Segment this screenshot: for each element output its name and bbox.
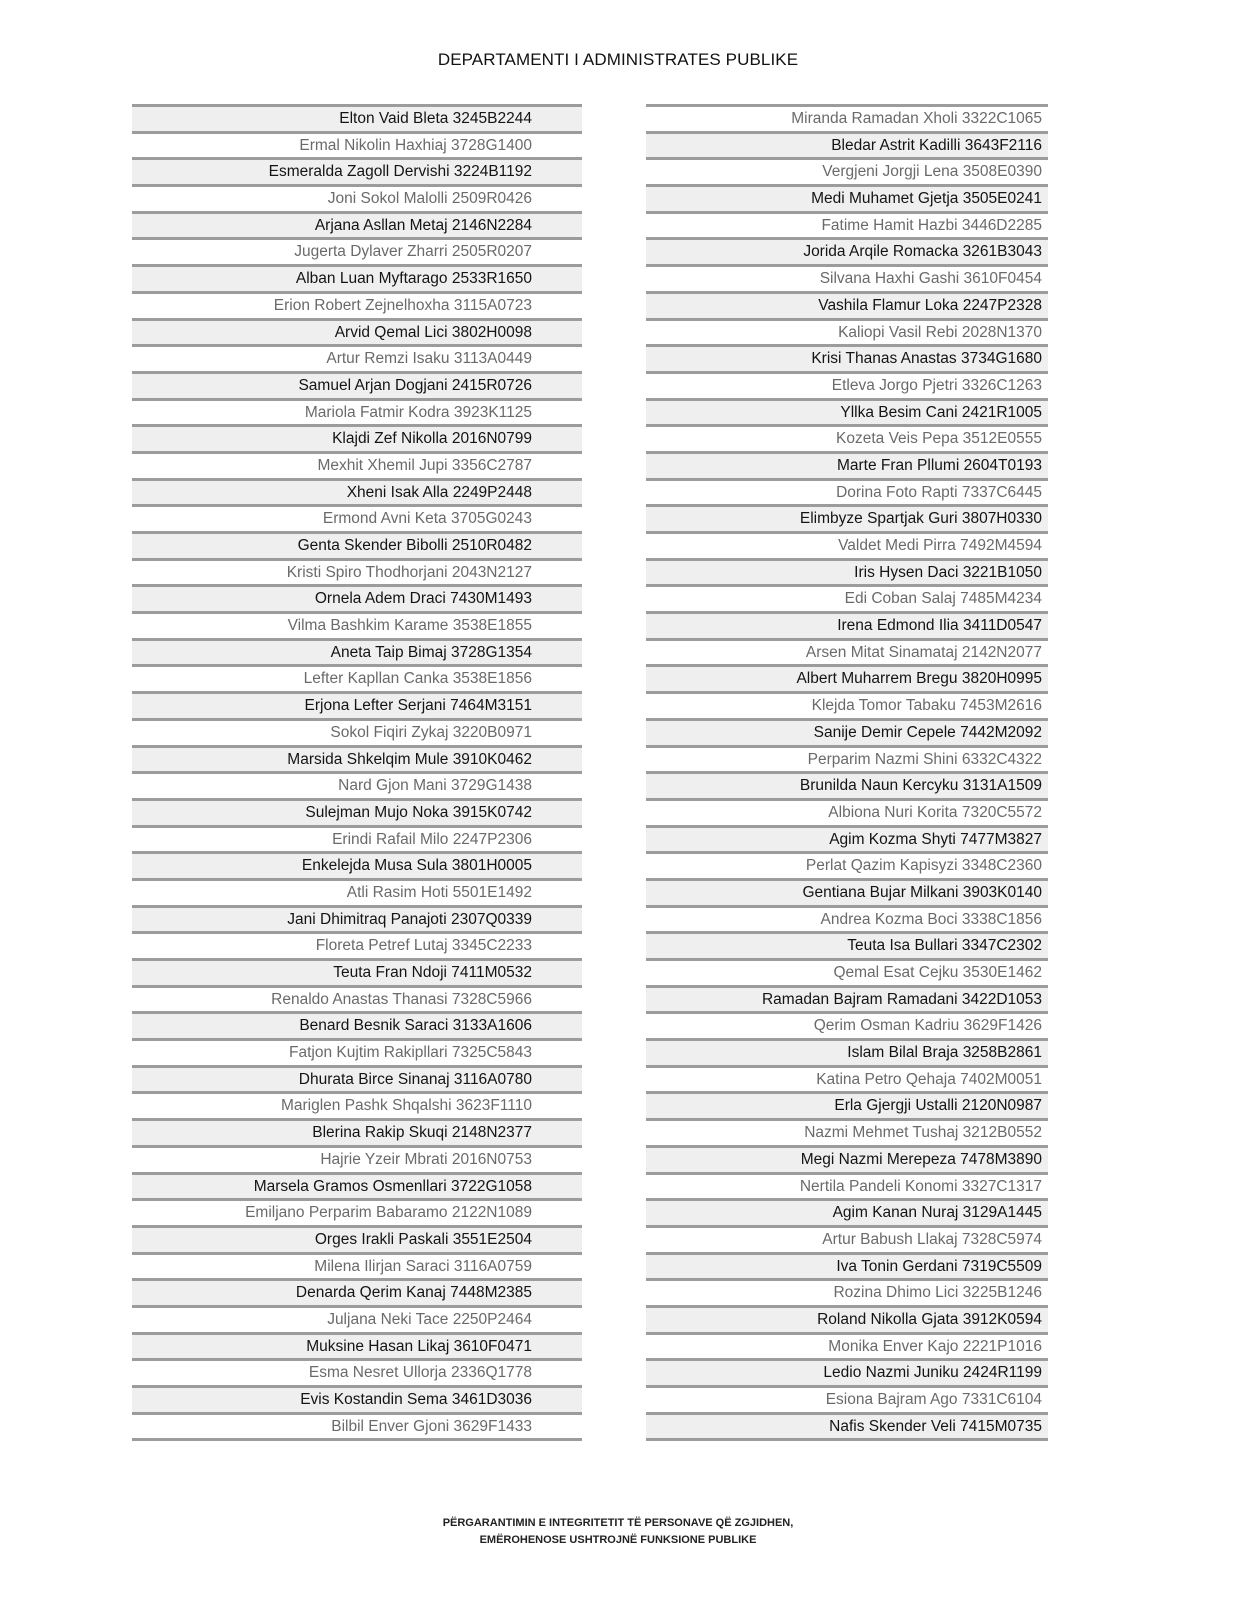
list-item: Sanije Demir Cepele 7442M2092: [646, 718, 1048, 745]
list-item: Nafis Skender Veli 7415M0735: [646, 1412, 1048, 1439]
list-item: Jugerta Dylaver Zharri 2505R0207: [132, 237, 582, 264]
list-item: Vashila Flamur Loka 2247P2328: [646, 291, 1048, 318]
list-item: Erion Robert Zejnelhoxha 3115A0723: [132, 291, 582, 318]
footer-line-1: PËRGARANTIMIN E INTEGRITETIT TË PERSONAVE QË ZGJIDHEN,: [442, 1517, 794, 1529]
divider: [646, 1438, 1048, 1441]
page-title: DEPARTAMENTI I ADMINISTRATES PUBLIKE: [437, 50, 799, 69]
list-item: Erindi Rafail Milo 2247P2306: [132, 825, 582, 852]
list-item: Floreta Petref Lutaj 3345C2233: [132, 931, 582, 958]
list-item: Muksine Hasan Likaj 3610F0471: [132, 1332, 582, 1359]
list-item: Mexhit Xhemil Jupi 3356C2787: [132, 451, 582, 478]
list-item: Qemal Esat Cejku 3530E1462: [646, 958, 1048, 985]
list-item: Juljana Neki Tace 2250P2464: [132, 1305, 582, 1332]
list-item: Mariglen Pashk Shqalshi 3623F1110: [132, 1091, 582, 1118]
list-item: Lefter Kapllan Canka 3538E1856: [132, 664, 582, 691]
divider: [132, 1438, 582, 1441]
list-item: Miranda Ramadan Xholi 3322C1065: [646, 104, 1048, 131]
list-item: Xheni Isak Alla 2249P2448: [132, 478, 582, 505]
list-item: Joni Sokol Malolli 2509R0426: [132, 184, 582, 211]
list-item: Orges Irakli Paskali 3551E2504: [132, 1225, 582, 1252]
list-item: Marsela Gramos Osmenllari 3722G1058: [132, 1172, 582, 1199]
list-item: Erjona Lefter Serjani 7464M3151: [132, 691, 582, 718]
list-item: Agim Kanan Nuraj 3129A1445: [646, 1198, 1048, 1225]
list-item: Vergjeni Jorgji Lena 3508E0390: [646, 157, 1048, 184]
list-item: Edi Coban Salaj 7485M4234: [646, 584, 1048, 611]
footer: [0, 1515, 1236, 1549]
right-name-list: [646, 104, 1048, 1441]
list-item: Albiona Nuri Korita 7320C5572: [646, 798, 1048, 825]
list-item: Artur Babush Llakaj 7328C5974: [646, 1225, 1048, 1252]
list-item: Megi Nazmi Merepeza 7478M3890: [646, 1145, 1048, 1172]
list-item: Katina Petro Qehaja 7402M0051: [646, 1065, 1048, 1092]
list-item: Qerim Osman Kadriu 3629F1426: [646, 1011, 1048, 1038]
list-item: Ermond Avni Keta 3705G0243: [132, 504, 582, 531]
list-item: Evis Kostandin Sema 3461D3036: [132, 1385, 582, 1412]
list-item: Arvid Qemal Lici 3802H0098: [132, 318, 582, 345]
list-item: Kozeta Veis Pepa 3512E0555: [646, 424, 1048, 451]
list-item: Nard Gjon Mani 3729G1438: [132, 771, 582, 798]
list-item: Alban Luan Myftarago 2533R1650: [132, 264, 582, 291]
list-item: Esmeralda Zagoll Dervishi 3224B1192: [132, 157, 582, 184]
list-item: Jani Dhimitraq Panajoti 2307Q0339: [132, 905, 582, 932]
list-item: Valdet Medi Pirra 7492M4594: [646, 531, 1048, 558]
list-item: Ermal Nikolin Haxhiaj 3728G1400: [132, 131, 582, 158]
list-item: Gentiana Bujar Milkani 3903K0140: [646, 878, 1048, 905]
list-item: Hajrie Yzeir Mbrati 2016N0753: [132, 1145, 582, 1172]
list-item: Benard Besnik Saraci 3133A1606: [132, 1011, 582, 1038]
list-item: Silvana Haxhi Gashi 3610F0454: [646, 264, 1048, 291]
list-item: Blerina Rakip Skuqi 2148N2377: [132, 1118, 582, 1145]
list-item: Sulejman Mujo Noka 3915K0742: [132, 798, 582, 825]
list-item: Dhurata Birce Sinanaj 3116A0780: [132, 1065, 582, 1092]
list-item: Irena Edmond Ilia 3411D0547: [646, 611, 1048, 638]
list-item: Denarda Qerim Kanaj 7448M2385: [132, 1278, 582, 1305]
list-item: Arsen Mitat Sinamataj 2142N2077: [646, 638, 1048, 665]
list-item: Fatjon Kujtim Rakipllari 7325C5843: [132, 1038, 582, 1065]
list-item: Atli Rasim Hoti 5501E1492: [132, 878, 582, 905]
list-item: Albert Muharrem Bregu 3820H0995: [646, 664, 1048, 691]
list-item: Medi Muhamet Gjetja 3505E0241: [646, 184, 1048, 211]
list-item: Dorina Foto Rapti 7337C6445: [646, 478, 1048, 505]
left-name-list: [132, 104, 582, 1441]
list-item: Kristi Spiro Thodhorjani 2043N2127: [132, 558, 582, 585]
list-item: Marsida Shkelqim Mule 3910K0462: [132, 745, 582, 772]
list-item: Perparim Nazmi Shini 6332C4322: [646, 745, 1048, 772]
list-item: Elimbyze Spartjak Guri 3807H0330: [646, 504, 1048, 531]
list-item: Ledio Nazmi Juniku 2424R1199: [646, 1358, 1048, 1385]
list-item: Sokol Fiqiri Zykaj 3220B0971: [132, 718, 582, 745]
list-item: Elton Vaid Bleta 3245B2244: [132, 104, 582, 131]
list-item: Ramadan Bajram Ramadani 3422D1053: [646, 985, 1048, 1012]
list-item: Roland Nikolla Gjata 3912K0594: [646, 1305, 1048, 1332]
list-item: Emiljano Perparim Babaramo 2122N1089: [132, 1198, 582, 1225]
list-item: Esiona Bajram Ago 7331C6104: [646, 1385, 1048, 1412]
list-item: Renaldo Anastas Thanasi 7328C5966: [132, 985, 582, 1012]
list-item: Bilbil Enver Gjoni 3629F1433: [132, 1412, 582, 1439]
list-item: Krisi Thanas Anastas 3734G1680: [646, 344, 1048, 371]
list-item: Milena Ilirjan Saraci 3116A0759: [132, 1252, 582, 1279]
list-item: Agim Kozma Shyti 7477M3827: [646, 825, 1048, 852]
list-item: Vilma Bashkim Karame 3538E1855: [132, 611, 582, 638]
list-item: Erla Gjergji Ustalli 2120N0987: [646, 1091, 1048, 1118]
list-item: Iva Tonin Gerdani 7319C5509: [646, 1252, 1048, 1279]
list-item: Teuta Isa Bullari 3347C2302: [646, 931, 1048, 958]
list-item: Enkelejda Musa Sula 3801H0005: [132, 851, 582, 878]
list-item: Rozina Dhimo Lici 3225B1246: [646, 1278, 1048, 1305]
list-item: Andrea Kozma Boci 3338C1856: [646, 905, 1048, 932]
list-item: Arjana Asllan Metaj 2146N2284: [132, 211, 582, 238]
list-item: Brunilda Naun Kercyku 3131A1509: [646, 771, 1048, 798]
list-item: Klajdi Zef Nikolla 2016N0799: [132, 424, 582, 451]
list-item: Bledar Astrit Kadilli 3643F2116: [646, 131, 1048, 158]
list-item: Mariola Fatmir Kodra 3923K1125: [132, 398, 582, 425]
list-item: Marte Fran Pllumi 2604T0193: [646, 451, 1048, 478]
list-item: Nazmi Mehmet Tushaj 3212B0552: [646, 1118, 1048, 1145]
list-item: Esma Nesret Ullorja 2336Q1778: [132, 1358, 582, 1385]
list-item: Etleva Jorgo Pjetri 3326C1263: [646, 371, 1048, 398]
list-item: Nertila Pandeli Konomi 3327C1317: [646, 1172, 1048, 1199]
list-item: Aneta Taip Bimaj 3728G1354: [132, 638, 582, 665]
list-item: Samuel Arjan Dogjani 2415R0726: [132, 371, 582, 398]
list-item: Artur Remzi Isaku 3113A0449: [132, 344, 582, 371]
list-item: Klejda Tomor Tabaku 7453M2616: [646, 691, 1048, 718]
list-item: Genta Skender Bibolli 2510R0482: [132, 531, 582, 558]
list-item: Teuta Fran Ndoji 7411M0532: [132, 958, 582, 985]
list-item: Perlat Qazim Kapisyzi 3348C2360: [646, 851, 1048, 878]
list-item: Jorida Arqile Romacka 3261B3043: [646, 237, 1048, 264]
footer-line-2: EMËROHENOSE USHTROJNË FUNKSIONE PUBLIKE: [479, 1534, 757, 1546]
list-item: Iris Hysen Daci 3221B1050: [646, 558, 1048, 585]
list-item: Yllka Besim Cani 2421R1005: [646, 398, 1048, 425]
list-item: Islam Bilal Braja 3258B2861: [646, 1038, 1048, 1065]
list-item: Fatime Hamit Hazbi 3446D2285: [646, 211, 1048, 238]
list-item: Kaliopi Vasil Rebi 2028N1370: [646, 318, 1048, 345]
list-item: Monika Enver Kajo 2221P1016: [646, 1332, 1048, 1359]
list-item: Ornela Adem Draci 7430M1493: [132, 584, 582, 611]
